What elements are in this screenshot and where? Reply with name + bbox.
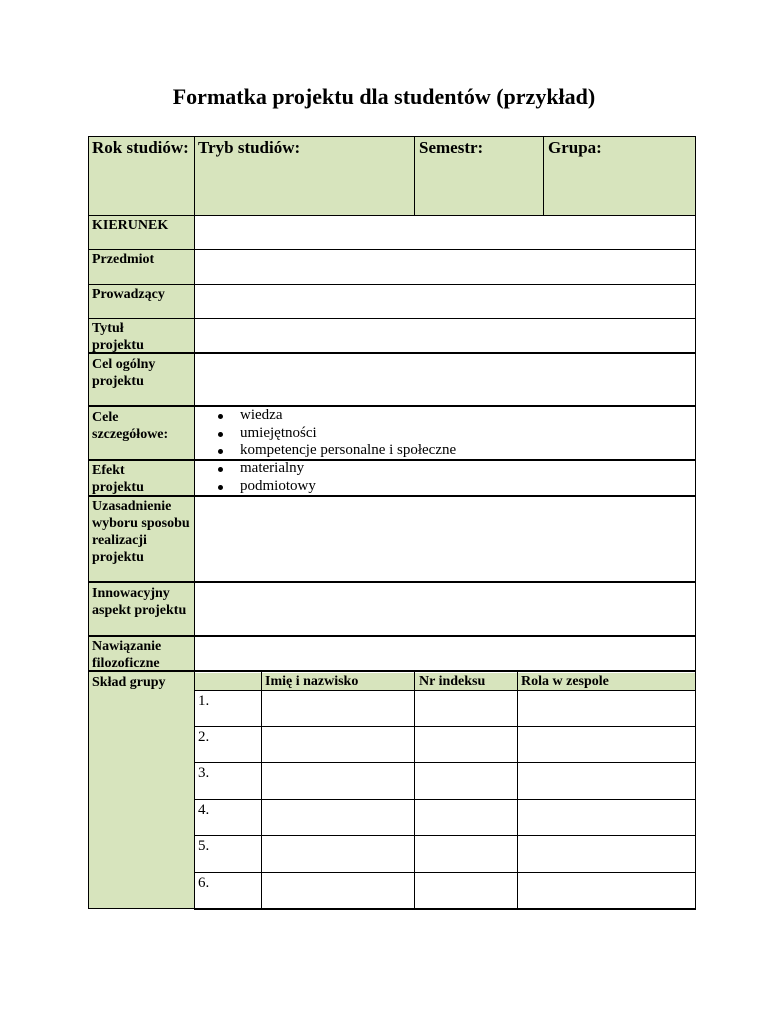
table-rule: [88, 352, 696, 354]
header-cell-rok-studiow: [88, 137, 194, 216]
table-rule: [88, 318, 696, 319]
member-name-cell[interactable]: [262, 727, 414, 762]
rok-studiow-label: Rok studiów:: [92, 138, 189, 157]
group-row-number: 3.: [198, 765, 210, 781]
table-rule: [88, 405, 696, 407]
row-label-tytul: Tytuł projektu: [92, 321, 144, 353]
przedmiot-value-cell[interactable]: [195, 251, 695, 284]
header-cell-tryb-studiow: [194, 137, 415, 216]
member-name-cell[interactable]: [262, 873, 414, 908]
prowadzacy-value-cell[interactable]: [195, 286, 695, 318]
row-label-uzasadnienie: Uzasadnienie wyboru sposobu realizacji projektu: [92, 499, 190, 565]
group-header-name: Imię i nazwisko: [265, 674, 359, 689]
group-header-index: Nr indeksu: [419, 674, 486, 689]
table-rule: [695, 136, 696, 910]
semestr-label: Semestr:: [419, 138, 484, 157]
table-rule: [261, 672, 262, 909]
table-rule: [194, 799, 696, 800]
member-index-cell[interactable]: [415, 691, 517, 726]
member-index-cell[interactable]: [415, 873, 517, 908]
nawiazanie-value-cell[interactable]: [195, 638, 695, 670]
header-cell-semestr: [415, 137, 544, 216]
header-cell-grupa: [544, 137, 696, 216]
row-label-nawiazanie: Nawiązanie filozoficzne: [92, 639, 162, 671]
row-label-innowacyjny: Innowacyjny aspekt projektu: [92, 586, 187, 618]
table-rule: [88, 284, 696, 285]
member-index-cell[interactable]: [415, 727, 517, 762]
member-index-cell[interactable]: [415, 800, 517, 835]
group-row-number: 6.: [198, 875, 210, 891]
member-index-cell[interactable]: [415, 763, 517, 799]
innowacyjny-value-cell[interactable]: [195, 585, 695, 634]
member-role-cell[interactable]: [518, 727, 695, 762]
member-name-cell[interactable]: [262, 836, 414, 872]
tytul-value-cell[interactable]: [195, 320, 695, 352]
row-label-prowadzacy: Prowadzący: [92, 287, 165, 302]
table-rule: [194, 690, 696, 691]
table-rule: [194, 762, 696, 763]
group-row-number: 2.: [198, 729, 210, 745]
cele-list: [214, 407, 456, 460]
member-role-cell[interactable]: [518, 691, 695, 726]
row-label-przedmiot: Przedmiot: [92, 252, 155, 267]
cele-item: wiedza: [214, 407, 456, 425]
member-name-cell[interactable]: [262, 800, 414, 835]
tryb-studiow-label: Tryb studiów:: [198, 138, 301, 157]
table-rule: [194, 908, 696, 910]
efekt-item: podmiotowy: [214, 478, 316, 496]
group-header-role: Rola w zespole: [521, 674, 609, 689]
row-label-efekt: Efekt projektu: [92, 463, 144, 495]
table-rule: [88, 635, 696, 637]
uzasadnienie-value-cell[interactable]: [195, 498, 695, 581]
table-rule: [543, 136, 544, 216]
table-rule: [194, 136, 195, 910]
table-rule: [194, 872, 696, 873]
cel-ogolny-value-cell[interactable]: [195, 356, 695, 405]
group-row-number: 5.: [198, 838, 210, 854]
cele-item: umiejętności: [214, 425, 456, 443]
efekt-item: materialny: [214, 460, 316, 478]
table-rule: [88, 249, 696, 250]
member-index-cell[interactable]: [415, 836, 517, 872]
row-label-kierunek: KIERUNEK: [92, 218, 169, 233]
table-rule: [88, 136, 89, 909]
table-rule: [414, 672, 415, 909]
member-name-cell[interactable]: [262, 763, 414, 799]
member-role-cell[interactable]: [518, 873, 695, 908]
document-title: Formatka projektu dla studentów (przykład): [172, 84, 596, 109]
group-row-number: 4.: [198, 802, 210, 818]
table-rule: [88, 495, 696, 497]
table-rule: [88, 908, 195, 909]
kierunek-value-cell[interactable]: [195, 217, 695, 249]
grupa-label: Grupa:: [548, 138, 602, 157]
row-label-sklad-grupy: Skład grupy: [92, 675, 166, 690]
table-rule: [88, 581, 696, 583]
table-rule: [88, 215, 696, 216]
member-role-cell[interactable]: [518, 836, 695, 872]
cele-item: kompetencje personalne i społeczne: [214, 442, 456, 460]
table-rule: [88, 670, 696, 672]
member-role-cell[interactable]: [518, 800, 695, 835]
table-rule: [517, 672, 518, 909]
member-role-cell[interactable]: [518, 763, 695, 799]
table-rule: [194, 726, 696, 727]
group-row-number: 1.: [198, 693, 210, 709]
table-rule: [88, 459, 696, 461]
table-rule: [414, 136, 415, 216]
efekt-list: [214, 460, 316, 495]
member-name-cell[interactable]: [262, 691, 414, 726]
table-rule: [194, 835, 696, 836]
table-rule: [88, 136, 696, 137]
row-label-cel-ogolny: Cel ogólny projektu: [92, 357, 156, 389]
row-label-cele-szczegolowe: Cele szczegółowe:: [92, 410, 169, 442]
